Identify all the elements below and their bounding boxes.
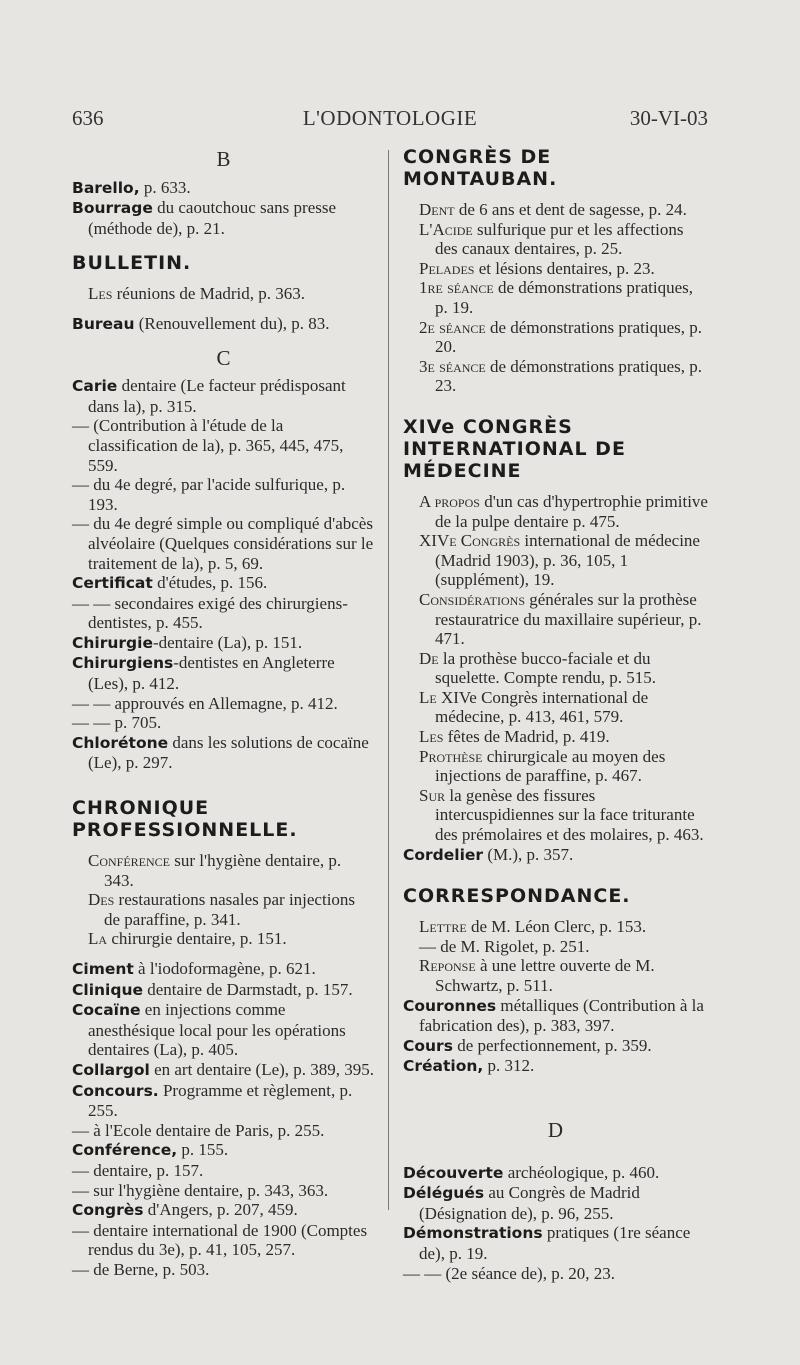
index-subentry: 3e séance de démonstrations pratiques, p. 23. — [419, 356, 702, 396]
section-letter-d: D — [547, 1117, 564, 1142]
column-divider — [388, 150, 389, 1210]
index-subentry: Pelades et lésions dentaires, p. 23. — [419, 258, 655, 278]
index-subentry: Dent de 6 ans et dent de sagesse, p. 24. — [419, 200, 687, 219]
index-subentry: L'Acide sulfurique pur et les affections des canaux dentaires, p. 25. — [419, 219, 684, 259]
index-entry: Création, p. 312. — [403, 1056, 535, 1076]
index-entry: Chirurgiens-dentistes en Angleterre (Les), p. 412. — [72, 653, 335, 694]
index-entry: Congrès d'Angers, p. 207, 459. — [72, 1200, 298, 1220]
index-entry: Conférence, p. 155. — [72, 1140, 229, 1160]
section-heading: XIVe CONGRÈS INTERNATIONAL DE MÉDECINE — [403, 415, 626, 482]
index-entry: Carie dentaire (Le facteur prédisposant dans la), p. 315. — [72, 376, 346, 416]
index-entry: Bureau (Renouvellement du), p. 83. — [72, 313, 330, 333]
index-subentry: Sur la genèse des fissures intercuspidiennes sur la face triturante des prémolaires et des molaires, p. 463. — [419, 785, 704, 845]
index-entry: Découverte archéologique, p. 460. — [403, 1162, 660, 1182]
index-subentry: La chirurgie dentaire, p. 151. — [88, 929, 287, 949]
index-subentry: Le XIVe Congrès international de médecine, p. 413, 461, 579. — [419, 687, 649, 727]
index-entry: — — secondaires exigé des chirurgiens-dentistes, p. 455. — [72, 593, 348, 633]
index-entry: Délégués au Congrès de Madrid (Désignation de), p. 96, 255. — [403, 1183, 640, 1223]
index-subentry: — de M. Rigolet, p. 251. — [419, 936, 590, 956]
section-letter-b: B — [216, 147, 231, 171]
index-entry: Bourrage du caoutchouc sans presse (méthode de), p. 21. — [72, 198, 337, 238]
section-heading: BULLETIN. — [72, 252, 192, 275]
index-entry: Ciment à l'iodoformagène, p. 621. — [72, 959, 316, 978]
section-letter-c: C — [216, 345, 231, 370]
index-entry: Collargol en art dentaire (Le), p. 389, 395. — [72, 1059, 375, 1079]
index-entry: Démonstrations pratiques (1re séance de), p. 19. — [403, 1223, 691, 1263]
index-entry: Couronnes métalliques (Contribution à la fabrication des), p. 383, 397. — [403, 995, 704, 1036]
index-entry: Cours de perfectionnement, p. 359. — [403, 1035, 652, 1055]
index-entry: Certificat d'études, p. 156. — [72, 573, 268, 593]
index-entry: — (Contribution à l'étude de la classification de la), p. 365, 445, 475, 559. — [72, 416, 344, 475]
section-heading: CHRONIQUE PROFESSIONNELLE. — [72, 797, 298, 842]
index-entry: Cocaïne en injections comme anesthésique local pour les opérations dentaires (La), p. 405. — [72, 1000, 346, 1060]
index-entry: — dentaire, p. 157. — [72, 1160, 204, 1180]
index-subentry: De la prothèse bucco-faciale et du squelette. Compte rendu, p. 515. — [419, 648, 656, 688]
index-entry: — dentaire international de 1900 (Comptes rendus du 3e), p. 41, 105, 257. — [72, 1220, 368, 1260]
journal-title: L'ODONTOLOGIE — [302, 106, 478, 130]
page-number: 636 — [72, 106, 104, 130]
index-subentry: Prothèse chirurgicale au moyen des injections de paraffine, p. 467. — [419, 746, 666, 786]
index-subentry: A propos d'un cas d'hypertrophie primitive de la pulpe dentaire p. 475. — [419, 491, 708, 531]
index-subentry: Conférence sur l'hygiène dentaire, p. 343. — [88, 851, 342, 890]
index-subentry: XIVe Congrès international de médecine (Madrid 1903), p. 36, 105, 1 (supplément), 19. — [419, 531, 700, 590]
index-entry: — — p. 705. — [72, 713, 162, 733]
index-entry: Concours. Programme et règlement, p. 255. — [72, 1080, 353, 1121]
index-subentry: Les fêtes de Madrid, p. 419. — [419, 727, 610, 747]
index-entry: Chlorétone dans les solutions de cocaïne (Le), p. 297. — [72, 732, 369, 773]
index-entry: — du 4e degré, par l'acide sulfurique, p. 193. — [72, 475, 346, 514]
index-subentry: Lettre de M. Léon Clerc, p. 153. — [419, 917, 647, 937]
index-entry: — — approuvés en Allemagne, p. 412. — [72, 693, 338, 713]
index-entry: — — (2e séance de), p. 20, 23. — [403, 1263, 615, 1283]
issue-date: 30-VI-03 — [629, 106, 708, 130]
index-entry: Barello, p. 633. — [72, 177, 191, 197]
index-subentry: 2e séance de démonstrations pratiques, p. 20. — [419, 317, 702, 357]
right-column — [403, 146, 708, 1283]
section-heading: CORRESPONDANCE. — [403, 885, 631, 908]
index-entry: — sur l'hygiène dentaire, p. 343, 363. — [72, 1180, 329, 1200]
index-subentry: Reponse à une lettre ouverte de M. Schwartz, p. 511. — [419, 956, 655, 995]
index-entry: Cordelier (M.), p. 357. — [403, 844, 574, 864]
index-entry: Clinique dentaire de Darmstadt, p. 157. — [72, 979, 353, 999]
index-subentry: Des restaurations nasales par injections de paraffine, p. 341. — [88, 890, 356, 929]
running-header — [72, 106, 708, 136]
index-entry: — à l'Ecole dentaire de Paris, p. 255. — [72, 1120, 325, 1140]
index-entry: Chirurgie-dentaire (La), p. 151. — [72, 632, 303, 652]
index-subentry: Les réunions de Madrid, p. 363. — [88, 284, 306, 304]
left-column — [72, 146, 375, 1280]
index-entry: — de Berne, p. 503. — [72, 1259, 210, 1279]
index-entry: — du 4e degré simple ou compliqué d'abcès alvéolaire (Quelques considérations sur le traitement de la), p. 5, 69. — [72, 514, 374, 573]
index-subentry: 1re séance de démonstrations pratiques, p. 19. — [419, 278, 694, 317]
section-heading: CONGRÈS DE MONTAUBAN. — [403, 146, 558, 190]
index-subentry: Considérations générales sur la prothèse restauratrice du maxillaire supérieur, p. 471. — [419, 589, 702, 649]
